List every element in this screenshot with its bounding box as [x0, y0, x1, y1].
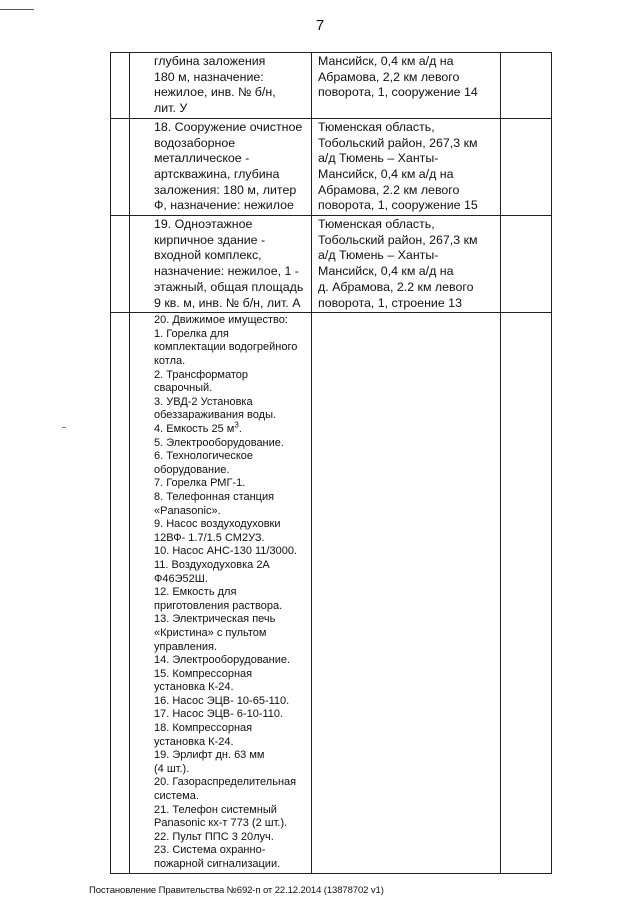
- extra-cell: [501, 216, 552, 313]
- movable-list-part-1: 20. Движимое имущество: 1. Горелка для комплектации водогрейного котла. 2. Трансформатор сварочный. 3. УВД-2 Установка обеззараживания воды. 4. Емкость 25 м: [154, 314, 298, 435]
- object-name-text: глубина заложения 180 м, назначение: нежилое, инв. № б/н, лит. У: [154, 54, 276, 116]
- index-cell: [111, 313, 130, 873]
- address-text: Тюменская область, Тобольский район, 267,3 км а/д Тюмень – Ханты- Мансийск, 0,4 км а/д на Абрамова, 2.2 км левого поворота, 1, сооружение 15: [318, 119, 478, 213]
- extra-cell: [501, 53, 552, 119]
- object-name-text: 19. Одноэтажное кирпичное здание - входной комплекс, назначение: нежилое, 1 - этажный, общая площадь 9 кв. м, инв. № б/н, лит. А: [154, 217, 304, 310]
- extra-cell: [501, 313, 552, 873]
- movable-property-cell: [130, 313, 312, 873]
- top-left-mark: [0, 9, 34, 10]
- cubic-superscript: 3: [234, 420, 239, 430]
- address-cell: [312, 118, 501, 215]
- address-text: Мансийск, 0,4 км а/д на Абрамова, 2,2 км левого поворота, 1, сооружение 14: [318, 54, 478, 100]
- table-row-movable-property: [111, 313, 552, 873]
- object-name-cell: [130, 216, 312, 313]
- object-name-text: 18. Сооружение очистное водозаборное металлическое - артскважина, глубина заложения: 180 м, литер Ф, назначение: нежилое: [154, 119, 303, 213]
- object-name-cell: [130, 53, 312, 119]
- object-name-cell: [130, 118, 312, 215]
- page-number: 7: [315, 17, 325, 34]
- table-row: [111, 216, 552, 313]
- index-cell: [111, 216, 130, 313]
- address-text: Тюменская область, Тобольский район, 267,3 км а/д Тюмень – Ханты- Мансийск, 0,4 км а/д на д. Абрамова, 2.2 км левого поворота, 1, строение 13: [318, 217, 478, 310]
- extra-cell: [501, 118, 552, 215]
- table-row: [111, 53, 552, 119]
- margin-mark: [62, 427, 66, 428]
- index-cell: [111, 53, 130, 119]
- property-table: [110, 52, 552, 874]
- table-row: [111, 118, 552, 215]
- movable-property-list: [154, 314, 309, 871]
- address-cell: [312, 53, 501, 119]
- footer-reference: Постановление Правительства №692-п от 22.12.2014 (13878702 v1): [89, 885, 384, 896]
- index-cell: [111, 118, 130, 215]
- address-cell: [312, 216, 501, 313]
- address-cell: [312, 313, 501, 873]
- movable-list-part-2: . 5. Электрооборудование. 6. Технологическое оборудование. 7. Горелка РМГ-1. 8. Телефонная станция «Panasonic». 9. Насос воздуходуховки 12ВФ- 1.7/1.5 СМ2УЗ. 10. Насос АНС-130 11/3000. 11. Воздуходуховка 2А Ф46Э52Ш. 12. Емкость для приготовления раствора. 13. Электрическая печь «Кристина» с пультом управления. 14. Электрооборудование. 15. Компрессорная установка К-24. 16. Насос ЭЦВ- 10-65-110. 17. Насос ЭЦВ- 6-10-110. 18. Компрессорная установка К-24. 19. Эрлифт дн. 63 мм (4 шт.). 20. Газораспределительная система. 21. Телефон системный Panasonic кх-т 773 (2 шт.). 22. Пульт ППС 3 20луч. 23. Система охранно- пожарной сигнализации.: [154, 423, 298, 870]
